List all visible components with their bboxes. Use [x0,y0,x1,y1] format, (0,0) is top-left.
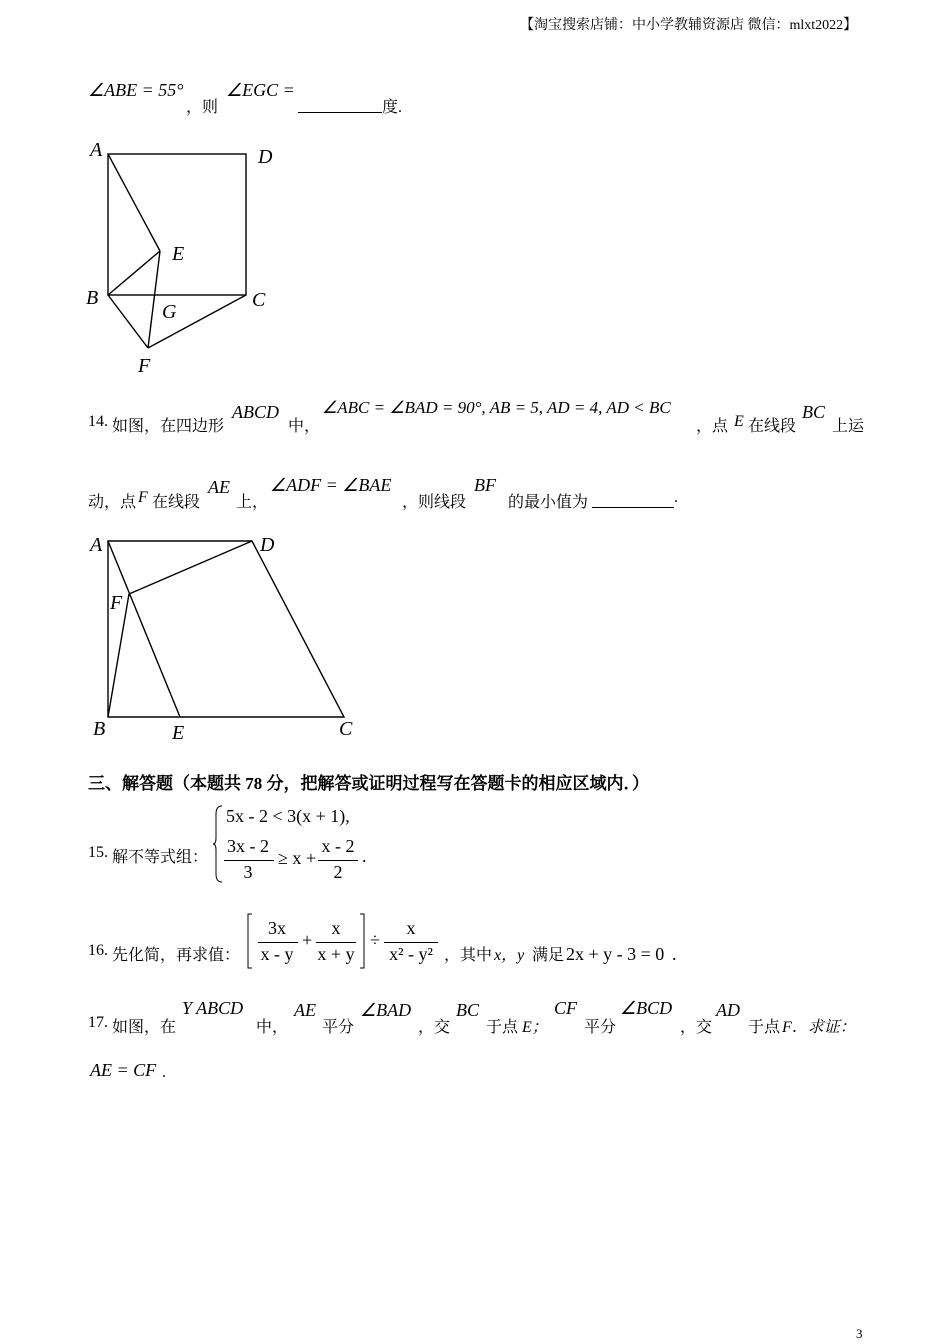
figure-13 [80,136,280,380]
q17-angle-bcd: ∠BCD [620,998,673,1018]
q14-answer-blank [592,489,674,508]
q14-text-2: 中， [288,418,321,435]
fig13-label-b: B [86,287,99,309]
q17-text-8: 于点 [748,1019,781,1036]
fig13-label-e: E [172,243,185,265]
figure-14 [84,528,374,748]
q14-point-e: E [734,413,744,430]
q14-segment-ae: AE [208,477,230,497]
fig13-label-g: G [162,301,177,323]
q15-frac2-line [318,860,358,861]
fig13-label-a: A [90,139,103,161]
fig14-label-b: B [93,718,106,740]
q14-text-10: 的最小值为 [508,494,589,511]
q14-text-3: ，点 [696,418,729,435]
q14-text-4: 在线段 [748,418,797,435]
q17-segment-bc: BC [456,1000,480,1020]
fig14-label-e: E [172,722,185,744]
q17-text-1: 如图，在 [112,1019,177,1036]
q14-text-1: 如图，在四边形 [112,418,225,435]
q16-frac3-line [384,942,438,943]
q17-text-6: 平分 [584,1019,617,1036]
q15-frac1-line [224,860,274,861]
q16-frac2-numerator: x [331,918,341,938]
q16-vars: x，y [494,947,525,964]
q16-divide: ÷ [370,930,380,950]
header-text: 【淘宝搜索店铺：中小学教辅资源店 微信：mlxt2022】 [520,18,858,33]
q17-text-4: ，交 [418,1019,451,1036]
q16-left-paren [244,912,254,970]
q16-frac1-line [258,942,298,943]
q15-text: 解不等式组： [112,849,209,866]
fig14-label-f: F [110,592,123,614]
q14-text-8: 上， [236,494,269,511]
q17-proof-statement: AE = CF [90,1060,157,1080]
q15-frac1-denominator: 3 [243,862,253,882]
q14-segment-bf: BF [474,475,496,495]
q17-segment-ad: AD [716,1000,740,1020]
fig14-label-d: D [260,534,275,556]
q14-text-6: 动，点 [88,494,137,511]
q17-segment-cf: CF [554,998,578,1018]
q17-point-e: E； [522,1019,548,1036]
q17-text-2: 中， [256,1019,289,1036]
q17-text-3: 平分 [322,1019,355,1036]
q16-frac3-numerator: x [406,918,416,938]
q16-number: 16. [88,942,108,959]
q16-text-2: ，其中 [444,947,493,964]
q17-text-5: 于点 [486,1019,519,1036]
q16-frac1-numerator: 3x [268,918,286,938]
fig13-segment-ae [108,154,160,251]
q14-angle-eq: ∠ADF = ∠BAE [270,475,392,495]
section-3-title: 三、解答题（本题共 78 分，把解答或证明过程写在答题卡的相应区域内．） [88,774,649,793]
q16-text: 先化简，再求值： [112,947,241,964]
q16-frac2-denominator: x + y [317,944,355,964]
q15-frac2-numerator: x - 2 [321,836,355,856]
fig13-label-f: F [138,355,151,377]
q16-plus: + [302,930,313,950]
q17-angle-bad: ∠BAD [360,1000,412,1020]
q16-text-3: 满足 [532,947,565,964]
q14-text-11: . [674,489,678,506]
q15-frac1-numerator: 3x - 2 [227,836,269,856]
q15-number: 15. [88,844,108,861]
q16-equation: 2x + y - 3 = 0 [566,944,665,964]
q17-end: . [162,1064,166,1081]
fig13-label-d: D [258,146,273,168]
q16-frac3-denominator: x² - y² [389,944,433,964]
fig13-label-c: C [252,289,266,311]
q17-parallelogram: Y ABCD [182,998,244,1018]
q13-ask-angle: ∠EGC = [226,80,295,100]
q16-frac1-denominator: x - y [260,944,294,964]
q15-middle: ≥ x + [278,848,317,868]
q15-end: . [362,846,367,866]
q15-inequality-1: 5x - 2 < 3(x + 1), [226,806,350,826]
q14-text-9: ，则线段 [402,494,467,511]
q16-end: . [672,944,677,964]
q13-answer-blank [298,94,382,113]
fig14-segment-ae [108,541,180,717]
q17-number: 17. [88,1014,108,1031]
q14-number: 14. [88,413,108,430]
page-number: 3 [856,1326,863,1341]
q16-frac2-line [316,942,356,943]
fig14-segment-df [129,541,252,594]
q15-frac2-denominator: 2 [333,862,343,882]
q17-text-7: ，交 [680,1019,713,1036]
fig14-label-a: A [90,534,103,556]
fig13-square-abcd [108,154,246,295]
q14-point-f: F [138,489,148,506]
fig13-segment-bf [108,295,148,348]
q14-text-5: 上运 [832,418,865,435]
q13-given-angle: ∠ABE = 55° [88,80,184,100]
fig13-segment-ef [148,251,160,348]
q13-unit: 度. [382,99,403,116]
q13-sep: ，则 [186,99,219,116]
q14-conditions: ∠ABC = ∠BAD = 90°, AB = 5, AD = 4, AD < BC [322,398,671,417]
q17-segment-ae: AE [294,1000,316,1020]
fig14-label-c: C [339,718,353,740]
q14-quad: ABCD [232,402,279,422]
q17-point-f: F．求证： [782,1019,856,1036]
q14-text-7: 在线段 [152,494,201,511]
fig13-segment-be [108,251,160,295]
q14-segment-bc: BC [802,402,826,422]
q16-right-paren [358,912,368,970]
